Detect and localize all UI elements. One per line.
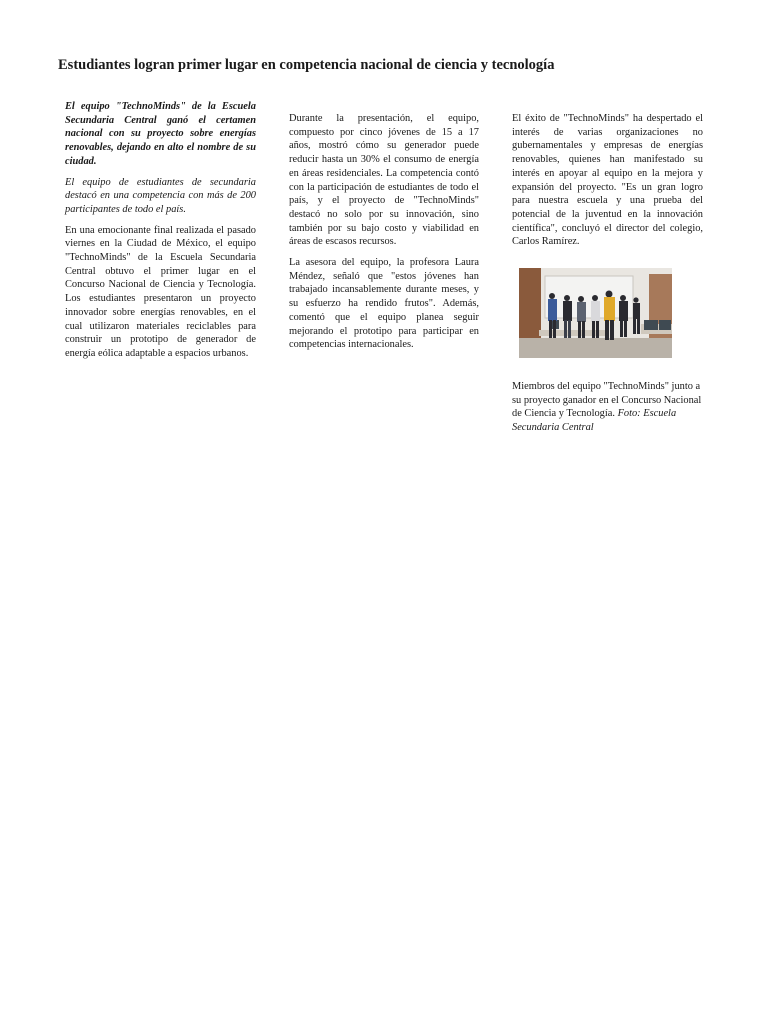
body-paragraph: El éxito de "TechnoMinds" ha despertado el interés de varias organizaciones no gubernamentales y empresas de energías renovables, quienes han manifestado su interés en apoyar al equipo en la mejora y expansión del proyecto. "Es un gran logro para nuestra escuela y una prueba del potencial de la juventud en la innovación científica", concluyó el director del colegio, Carlos Ramírez. bbox=[512, 113, 703, 248]
article-headline: Estudiantes logran primer lugar en competencia nacional de ciencia y tecnología bbox=[58, 57, 555, 73]
team-photo-icon bbox=[519, 268, 672, 358]
lead-paragraph: El equipo "TechnoMinds" de la Escuela Secundaria Central ganó el certamen nacional con su proyecto sobre energías renovables, dejando en alto el nombre de su ciudad. bbox=[65, 101, 256, 167]
article-column-3 bbox=[512, 112, 703, 256]
photo-caption bbox=[512, 380, 708, 435]
team-photo bbox=[519, 268, 672, 358]
article-column-1 bbox=[65, 100, 256, 368]
caption-text: Miembros del equipo "TechnoMinds" junto a su proyecto ganador en el Concurso Nacional de Ciencia y Tecnología. bbox=[512, 381, 702, 420]
deck-paragraph: El equipo de estudiantes de secundaria destacó en una competencia con más de 200 participantes de todo el país. bbox=[65, 176, 256, 215]
article-column-2 bbox=[289, 112, 479, 359]
body-paragraph: En una emocionante final realizada el pasado viernes en la Ciudad de México, el equipo "TechnoMinds" de la Escuela Secundaria Central obtuvo el primer lugar en el Concurso Nacional de Ciencia y Tecnología. Los estudiantes presentaron un proyecto innovador sobre energías renovables, en el cual utilizaron materiales reciclables para construir un prototipo de generador de energía eólica adaptable a espacios urbanos. bbox=[65, 224, 256, 359]
body-paragraph: Durante la presentación, el equipo, compuesto por cinco jóvenes de 15 a 17 años, mostró cómo su generador puede reducir hasta un 30% el consumo de energía en áreas residenciales. La competencia contó con la participación de estudiantes de todo el país, y el proyecto de "TechnoMinds" destacó no solo por su innovación, sino también por su bajo costo y viabilidad en áreas de escasos recursos. bbox=[289, 113, 479, 248]
body-paragraph: La asesora del equipo, la profesora Laura Méndez, señaló que "estos jóvenes han trabajado incansablemente durante meses, y su esfuerzo ha rendido frutos". Además, comentó que el equipo planea seguir mejorando el prototipo para participar en competencias internacionales. bbox=[289, 257, 479, 351]
photo-credit: Foto: Escuela Secundaria Central bbox=[512, 408, 677, 434]
